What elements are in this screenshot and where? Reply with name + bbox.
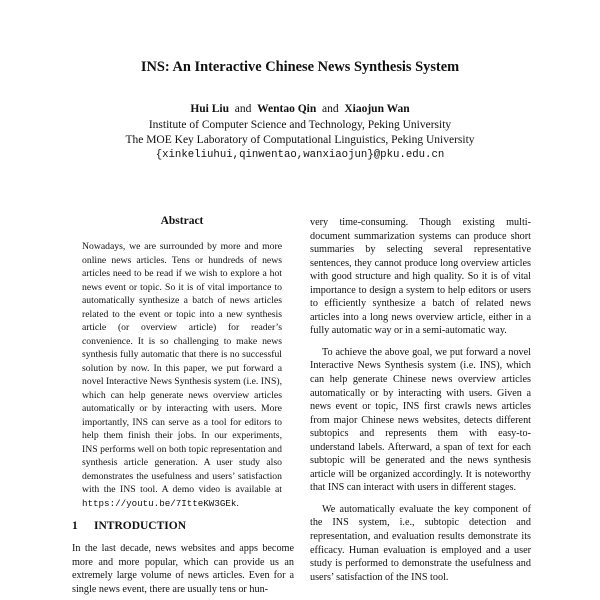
abstract-text: Nowadays, we are surrounded by more and more online news articles. Tens or hundreds of news articles need to be read if we wish to explore a hot news event or topic. So it is of vital importance to automatically synthesize a batch of news articles related to the event or topic into a new synthesis article (or overview article) for reader’s convenience. It is so challenging to make news synthesis fully automatic that there is no successful solution by now. In this paper, we put forward a novel Interactive News Synthesis system (i.e. INS), which can help generate news overview articles automatically or by interacting with users. More importantly, INS can serve as a tool for editors to help them finish their jobs. In our experiments, INS performs well on both topic representation and synthesis article generation. A user study also demonstrates the usefulness and users’ satisfaction with the INS tool. A demo video is available at — [82, 241, 282, 495]
author-email: {xinkeliuhui,qinwentao,wanxiaojun}@pku.edu.cn — [155, 149, 445, 161]
author-conjunction: and — [321, 103, 339, 115]
author-name: Wentao Qin — [257, 103, 317, 115]
abstract-paragraph — [82, 240, 282, 510]
author-line — [0, 103, 600, 115]
affiliation-line: Institute of Computer Science and Technology, Peking University — [148, 119, 452, 131]
author-name: Hui Liu — [190, 103, 230, 115]
paper-title: INS: An Interactive Chinese News Synthesis System — [140, 59, 460, 75]
author-conjunction: and — [234, 103, 252, 115]
demo-video-link[interactable]: https://youtu.be/7ItteKW3GEk — [82, 497, 237, 509]
abstract-body — [82, 240, 282, 510]
section-title: INTRODUCTION — [94, 520, 187, 532]
body-paragraph: We automatically evaluate the key component of the INS system, i.e., subtopic detection and representation, and evaluation results demonstrate its efficacy. Human evaluation is employed and a user study is performed to demonstrate the usefulness and users’ satisfaction of the INS tool. — [310, 503, 531, 583]
section-heading — [72, 520, 186, 532]
abstract-heading: Abstract — [160, 215, 204, 227]
author-name: Xiaojun Wan — [344, 103, 410, 115]
section-number: 1 — [72, 520, 78, 532]
body-paragraph: very time-consuming. Though existing multi-document summarization systems can produce short summaries by selecting several representative sentences, they cannot produce long overview articles with good structure and high quality. So it is of vital importance to design a system to help editors or users to efficiently synthesize a batch of related news articles into a long news overview article, either in a fully automatic way or in a semi-automatic way. — [310, 217, 531, 337]
body-paragraph: To achieve the above goal, we put forward a novel Interactive News Synthesis system (i.e. INS), which can help generate Chinese news overview articles automatically or by interacting with users. Given a news event or topic, INS first crawls news articles from major Chinese news websites, detects different subtopics and represents them with easy-to-understand labels. Afterward, a span of text for each subtopic will be generated and the news synthesis article will be organized accordingly. It is noteworthy that INS can interact with users in different stages. — [310, 346, 531, 494]
right-column — [310, 216, 531, 584]
abstract-end: . — [236, 497, 239, 509]
intro-column — [72, 542, 294, 596]
affiliation-line: The MOE Key Laboratory of Computational Linguistics, Peking University — [125, 134, 475, 146]
intro-paragraph: In the last decade, news websites and apps become more and more popular, which can provide us an extremely large volume of news articles. Even for a single news event, there are usually tens or hun- — [72, 543, 294, 595]
